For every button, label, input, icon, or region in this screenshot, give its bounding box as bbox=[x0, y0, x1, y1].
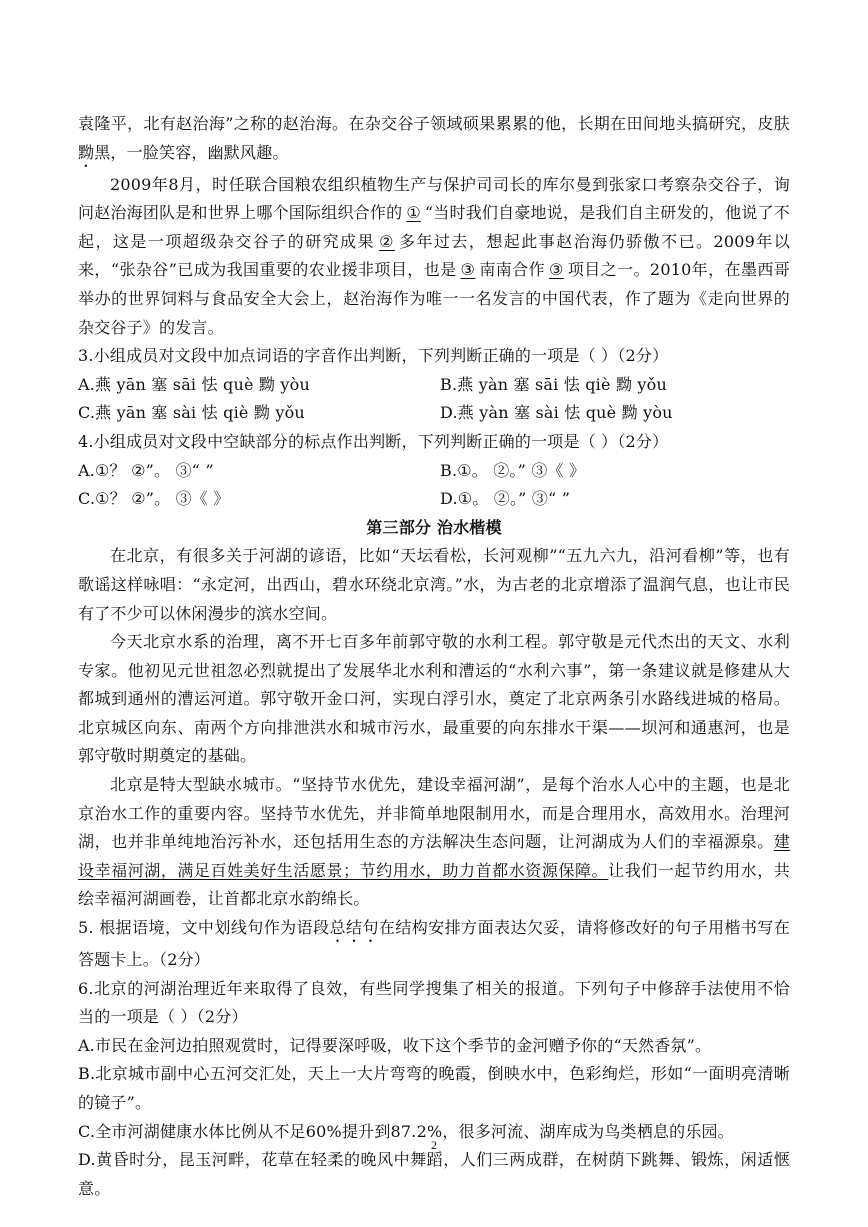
question-4-options-row-1 bbox=[78, 457, 790, 486]
question-6-stem: 6.北京的河湖治理近年来取得了良效，有些同学搜集了相关的报道。下列句子中修辞手法使用不恰当的一项是（ ）（2分） bbox=[78, 978, 790, 1027]
section-title: 第三部分 治水楷模 bbox=[366, 517, 502, 537]
dotted-phrase: 总结句 bbox=[329, 918, 379, 938]
paragraph-guo-shoujing: 今天北京水系的治理，离不开七百多年前郭守敬的水利工程。郭守敬是元代杰出的天文、水利专家。他初见元世祖忽必烈就提出了发展华北水利和漕运的“水利六事”，第一条建议就是修建从大都城到通州的漕运河道。郭守敬开金口河，实现白浮引水，奠定了北京两条引水路线进城的格局。北京城区向东、南两个方向排泄洪水和城市污水，最重要的向东排水干渠——坝河和通惠河，也是郭守敬时期奠定的基础。 bbox=[78, 632, 790, 766]
option-4b: B.①。 ②。” ③《 》 bbox=[440, 460, 586, 480]
option-6a: A.市民在金河边拍照观赏时，记得要深呼吸，收下这个季节的金河赠予你的“天然香氛”。 bbox=[78, 1035, 712, 1055]
blank-3: ③ bbox=[460, 260, 476, 280]
option-4c: C.①？ ②”。 ③《 》 bbox=[78, 489, 230, 509]
blank-3b: ③ bbox=[549, 260, 564, 280]
paragraph-beijing-rivers: 在北京，有很多关于河湖的谚语，比如“天坛看松，长河观柳”“五九六九，沿河看柳”等，也有歌谣这样咏唱：“永定河，出西山，碧水环绕北京湾。”水，为古老的北京增添了温润气息，也让市民有了不少可以休闲漫步的滨水空间。 bbox=[78, 546, 790, 623]
question-4-options-row-2 bbox=[78, 485, 790, 514]
option-3a: A.燕 yān 塞 sāi 怯 què 黝 yòu bbox=[78, 374, 310, 394]
option-3c: C.燕 yān 塞 sài 怯 qiè 黝 yǒu bbox=[78, 403, 305, 423]
question-3-stem: 3.小组成员对文段中加点词语的字音作出判断，下列判断正确的一项是（ ）（2分） bbox=[78, 346, 669, 366]
question-4-stem: 4.小组成员对文段中空缺部分的标点作出判断，下列判断正确的一项是（ ）（2分） bbox=[78, 431, 669, 451]
dotted-char: 黝 bbox=[78, 142, 95, 162]
page-number: 2 bbox=[431, 1138, 437, 1152]
question-5: 5. 根据语境，文中划线句作为语段总结句在结构安排方面表达欠妥，请将修改好的句子用楷书写在答题卡上。（2分） bbox=[78, 918, 790, 970]
question-3-options-row-2 bbox=[78, 399, 790, 428]
option-4d: D.①。 ②。” ③“ ” bbox=[440, 489, 571, 509]
document-body bbox=[78, 110, 790, 1203]
option-6d: D.黄昏时分，昆玉河畔，花草在轻柔的晚风中舞蹈，人们三两成群，在树荫下跳舞、锻炼，闲适惬意。 bbox=[78, 1150, 790, 1198]
question-3-options-row-1 bbox=[78, 371, 790, 400]
paragraph-zhao-intro: 袁隆平，北有赵治海”之称的赵治海。在杂交谷子领域硕果累累的他，长期在田间地头搞研究，皮肤黝黑，一脸笑容，幽默风趣。 bbox=[78, 114, 790, 162]
option-6b: B.北京城市副中心五河交汇处，天上一大片弯弯的晚霞，倒映水中，色彩绚烂，形如“一面明亮清晰的镜子”。 bbox=[78, 1064, 790, 1112]
paragraph-water-saving: 北京是特大型缺水城市。“坚持节水优先，建设幸福河湖”，是每个治水人心中的主题，也是北京治水工作的重要内容。坚持节水优先，并非简单地限制用水，而是合理用水，高效用水。治理河湖，也并非单纯地治污补水，还包括用生态的方法解决生态问题，让河湖成为人们的幸福源泉。建设幸福河湖，满足百姓美好生活愿景；节约用水，助力首都水资源保障。让我们一起节约用水，共绘幸福河湖画卷，让首都北京水韵绵长。 bbox=[78, 775, 791, 909]
option-3d: D.燕 yàn 塞 sài 怯 què 黝 yòu bbox=[440, 403, 673, 423]
blank-1: ① bbox=[406, 203, 421, 223]
underlined-sentence: 建设幸福河湖，满足百姓美好生活愿景；节约用水，助力首都水资源保障。 bbox=[78, 832, 790, 880]
paragraph-2009: 2009年8月，时任联合国粮农组织植物生产与保护司司长的库尔曼到张家口考察杂交谷子，询问赵治海团队是和世界上哪个国际组织合作的 ① “当时我们自豪地说，是我们自主研发的，他说了不起，这是一项超级杂交谷子的研究成果 ② 多年过去，想起此事赵治海仍骄傲不已。2009年以来，“张杂谷”已成为我国重要的农业援非项目，也是 ③ 南南合作 ③ 项目之一。2010年，在墨西哥举办的世界饲料与食品安全大会上，赵治海作为唯一一名发言的中国代表，作了题为《走向世界的杂交谷子》的发言。 bbox=[78, 174, 790, 337]
option-6c: C.全市河湖健康水体比例从不足60%提升到87.2%，很多河流、湖库成为鸟类栖息的乐园。 bbox=[78, 1121, 734, 1141]
option-3b: B.燕 yàn 塞 sāi 怯 qiè 黝 yǒu bbox=[440, 374, 668, 394]
blank-2: ② bbox=[379, 231, 395, 251]
option-4a: A.①？ ②”。 ③“ ” bbox=[78, 460, 214, 480]
